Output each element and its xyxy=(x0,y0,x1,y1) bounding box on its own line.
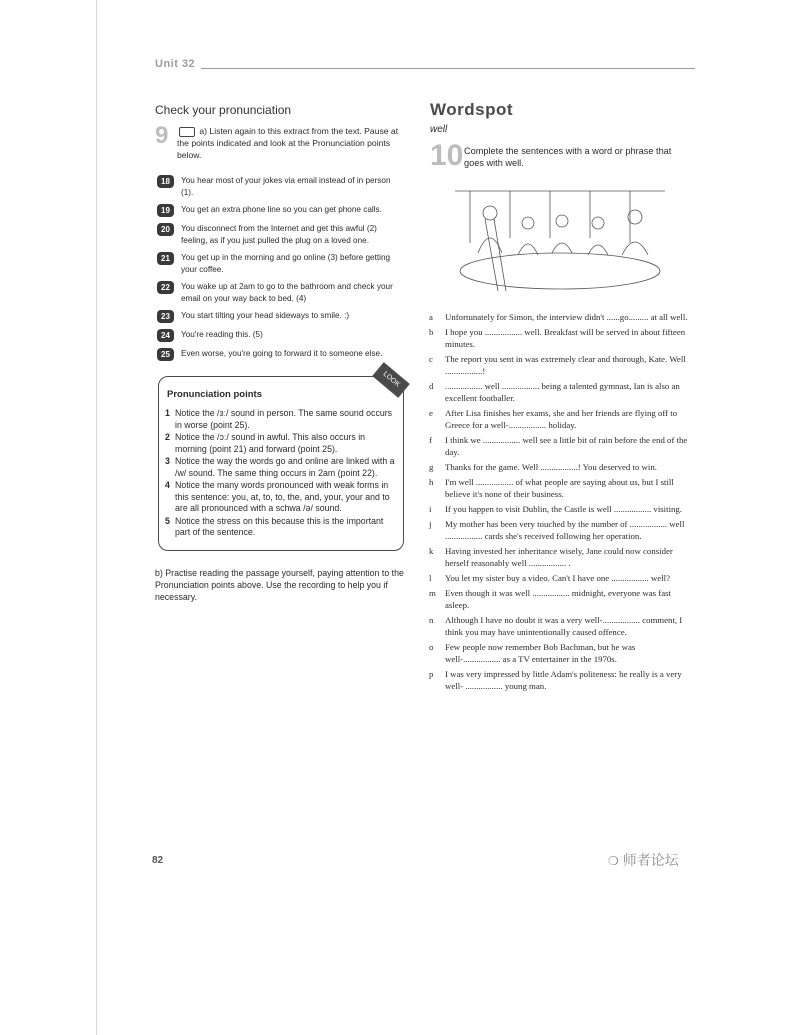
sentence-text: The report you sent in was extremely clear and thorough, Kate. Well .................! xyxy=(445,354,686,376)
exercise-instruction: a) Listen again to this extract from the text. Pause at the points indicated and look at the Pronunciation points below. xyxy=(177,126,399,160)
sentence-letter: p xyxy=(429,669,434,679)
pronunciation-point xyxy=(165,408,395,431)
sentence-text: Unfortunately for Simon, the interview didn't ......go......... at all well. xyxy=(445,312,688,322)
sentence-letter: i xyxy=(429,504,432,514)
pronunciation-point xyxy=(165,456,395,479)
sentence-text: Thanks for the game. Well .................! You deserved to win. xyxy=(445,462,657,472)
track-badge: 19 xyxy=(157,204,174,217)
track-badge: 24 xyxy=(157,329,174,342)
sentence-item xyxy=(430,572,690,584)
sentence-letter: k xyxy=(429,546,434,556)
sentence-letter: o xyxy=(429,642,434,652)
point-text: Notice the many words pronounced with weak forms in this sentence: you, at, to, to, the, and, your, your and to are all pronounced with a schwa /ə/ sound. xyxy=(175,480,390,513)
point-number: 4 xyxy=(165,480,170,490)
sentence-item xyxy=(430,476,690,500)
sentence-letter: d xyxy=(429,381,434,391)
wordspot-title: Wordspot xyxy=(430,100,514,119)
sentence-letter: e xyxy=(429,408,433,418)
watermark-text: 师者论坛 xyxy=(622,852,679,868)
sentence-item xyxy=(430,326,690,350)
sentence-text: Even though it was well ................. midnight, everyone was fast asleep. xyxy=(445,588,671,610)
wordspot-subtitle: well xyxy=(430,124,448,135)
extract-text: You get an extra phone line so you can get phone calls. xyxy=(181,205,382,214)
sentence-text: Having invested her inheritance wisely, Jane could now consider herself reasonably well ................. . xyxy=(445,546,673,568)
track-badge: 23 xyxy=(157,310,174,323)
sentence-letter: g xyxy=(429,462,434,472)
extract-item xyxy=(155,348,405,362)
watermark xyxy=(608,850,679,870)
sentence-letter: l xyxy=(429,573,432,583)
sentence-letter: a xyxy=(429,312,433,322)
pronunciation-points-list xyxy=(165,408,395,539)
sentence-item xyxy=(430,461,690,473)
point-text: Notice the /ɔː/ sound in awful. This also occurs in morning (point 21) and forward (point 25). xyxy=(175,432,366,454)
sentence-item xyxy=(430,668,690,692)
page-number: 82 xyxy=(152,855,164,866)
sentence-item xyxy=(430,353,690,377)
point-number: 2 xyxy=(165,432,170,442)
extract-item xyxy=(155,281,405,305)
meeting-illustration xyxy=(450,183,670,298)
unit-label: Unit 32 xyxy=(155,58,196,70)
track-badge: 18 xyxy=(157,175,174,188)
point-text: Notice the way the words go and online are linked with a /w/ sound. The same thing occurs in 2am (point 22). xyxy=(175,456,395,478)
sentence-text: ................. well ................. being a talented gymnast, Ian is also an excellent footballer. xyxy=(445,381,680,403)
sentence-item xyxy=(430,614,690,638)
track-badge: 25 xyxy=(157,348,174,361)
sentence-letter: f xyxy=(429,435,432,445)
extract-text: You get up in the morning and go online (3) before getting your coffee. xyxy=(181,253,391,274)
exercise-9-intro xyxy=(155,122,405,161)
part-b-instruction: b) Practise reading the passage yourself, paying attention to the Pronunciation points above. Use the recording to help you if necessary. xyxy=(155,567,404,602)
audio-icon xyxy=(179,127,195,137)
sentence-item xyxy=(430,380,690,404)
pronunciation-point xyxy=(165,480,395,515)
sentence-item xyxy=(430,641,690,665)
extract-item xyxy=(155,310,405,324)
extract-item xyxy=(155,329,405,343)
sentence-text: My mother has been very touched by the number of ................. well ................. cards she's received following her operation. xyxy=(445,519,685,541)
sentence-item xyxy=(430,311,690,323)
pronunciation-point xyxy=(165,516,395,539)
extract-text: You hear most of your jokes via email instead of in person (1). xyxy=(181,176,391,197)
exercise-instruction: Complete the sentences with a word or phrase that goes with well. xyxy=(464,146,672,168)
sentence-letter: j xyxy=(429,519,432,529)
pronunciation-point xyxy=(165,432,395,455)
sentence-item xyxy=(430,545,690,569)
extract-text: You're reading this. (5) xyxy=(181,330,263,339)
sentence-text: You let my sister buy a video. Can't I have one ................. well? xyxy=(445,573,670,583)
point-text: Notice the stress on this because this is the important part of the sentence. xyxy=(175,515,384,537)
extract-item xyxy=(155,175,405,199)
exercise-number: 9 xyxy=(155,122,169,149)
pronunciation-points-box xyxy=(158,370,404,551)
extract-item xyxy=(155,204,405,218)
sentence-item xyxy=(430,407,690,431)
sentence-letter: c xyxy=(429,354,433,364)
extract-text: You start tilting your head sideways to smile. :) xyxy=(181,311,350,320)
sentence-text: I hope you ................. well. Breakfast will be served in about fifteen minutes. xyxy=(445,327,686,349)
sentence-text: I think we ................. well see a little bit of rain before the end of the day. xyxy=(445,435,688,457)
look-tab: LOOK xyxy=(372,362,410,398)
sentence-item xyxy=(430,503,690,515)
sentence-text: I was very impressed by little Adam's politeness: he really is a very well- ................. young man. xyxy=(445,669,682,691)
sentence-text: If you happen to visit Dublin, the Castle is well ................. visiting. xyxy=(445,504,683,514)
sentence-text: I'm well ................. of what people are saying about us, but I still believe it's none of their business. xyxy=(445,477,674,499)
sentence-item xyxy=(430,587,690,611)
sentence-letter: m xyxy=(429,588,436,598)
exercise-10-intro xyxy=(430,139,690,172)
sentence-letter: n xyxy=(429,615,434,625)
page-fold-line xyxy=(96,0,97,1035)
track-badge: 20 xyxy=(157,223,174,236)
extract-text: You wake up at 2am to go to the bathroom and check your email on your way back to bed. (4) xyxy=(181,282,393,303)
point-number: 5 xyxy=(165,515,170,526)
page-header xyxy=(155,58,695,74)
header-rule xyxy=(201,68,695,69)
exercise-number: 10 xyxy=(430,139,464,172)
extract-item xyxy=(155,252,405,276)
wordspot-section xyxy=(430,100,690,695)
pronunciation-section xyxy=(155,103,405,603)
track-badge: 21 xyxy=(157,252,174,265)
extract-item xyxy=(155,223,405,247)
extract-list xyxy=(155,175,405,362)
sentence-list xyxy=(430,311,690,692)
extract-text: Even worse, you're going to forward it to someone else. xyxy=(181,349,383,358)
point-number: 3 xyxy=(165,456,170,466)
sentence-letter: b xyxy=(429,327,434,337)
extract-text: You disconnect from the Internet and get this awful (2) feeling, as if you just pulled the plug on a loved one. xyxy=(181,224,377,245)
sentence-letter: h xyxy=(429,477,434,487)
point-text: Notice the /ɜː/ sound in person. The same sound occurs in worse (point 25). xyxy=(175,408,393,430)
sentence-item xyxy=(430,434,690,458)
sentence-text: Few people now remember Bob Bachman, but he was well-................. as a TV entertainer in the 1970s. xyxy=(445,642,636,664)
box-title: Pronunciation points xyxy=(167,389,262,400)
sentence-item xyxy=(430,518,690,542)
sentence-text: After Lisa finishes her exams, she and her friends are flying off to Greece for a well-................. holiday. xyxy=(445,408,678,430)
track-badge: 22 xyxy=(157,281,174,294)
sentence-text: Although I have no doubt it was a very well-................. comment, I think you may have unintentionally caused offence. xyxy=(445,615,683,637)
wechat-icon: ❍ xyxy=(608,854,619,868)
section-title: Check your pronunciation xyxy=(155,103,292,117)
point-number: 1 xyxy=(165,408,170,418)
